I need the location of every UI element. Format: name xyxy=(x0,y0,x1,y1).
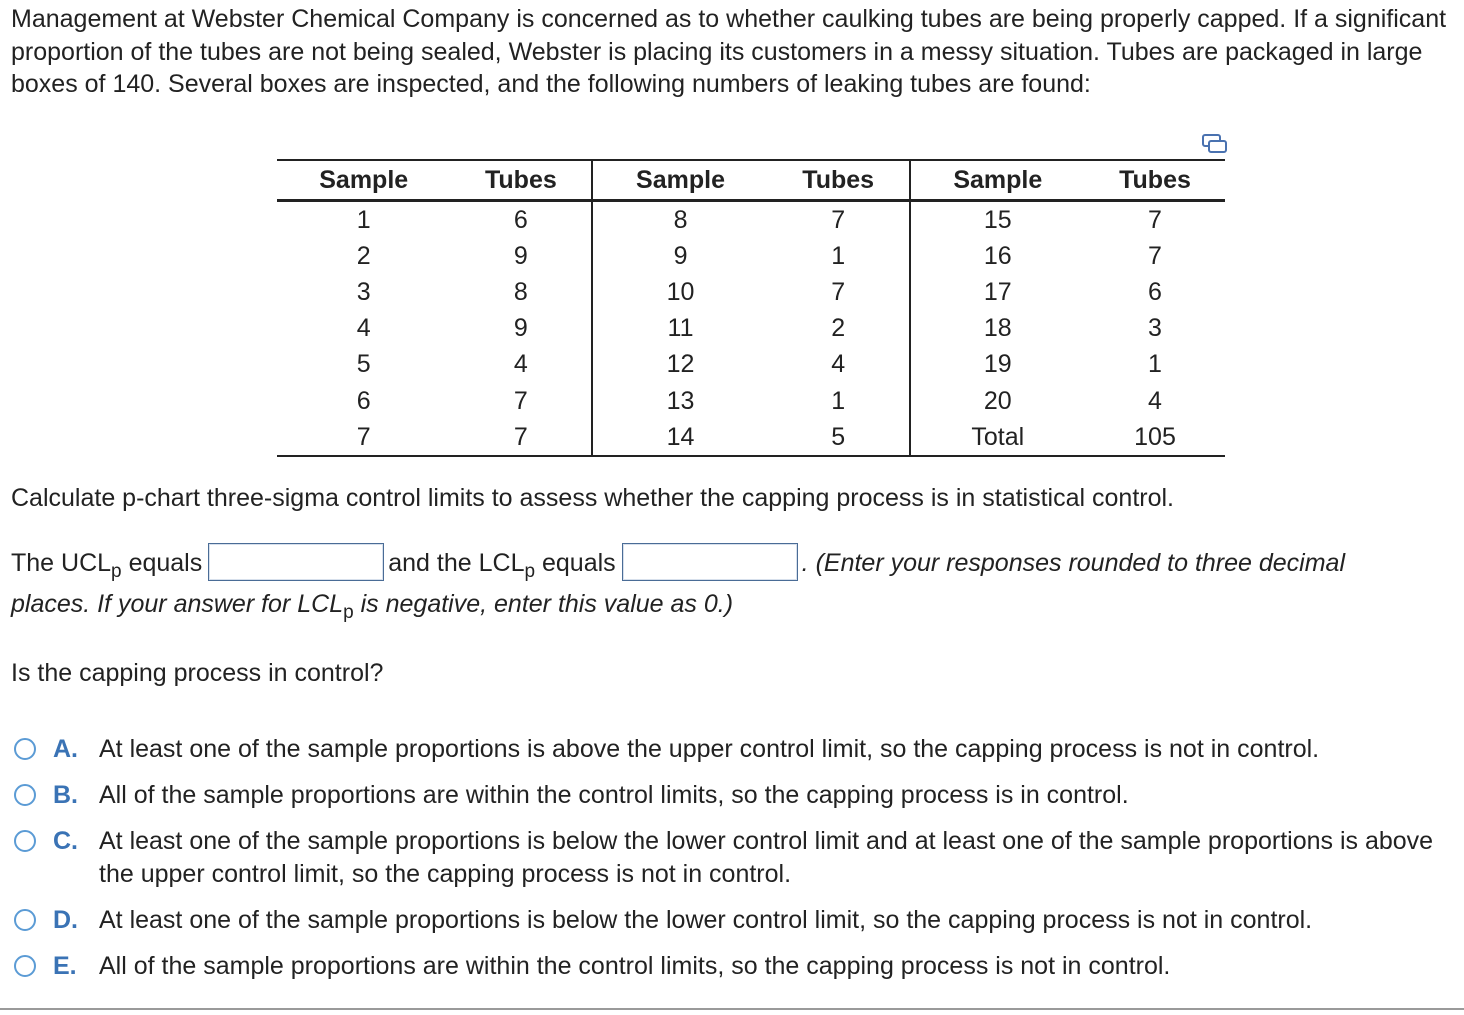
instruction-subscript: p xyxy=(343,602,354,623)
leaking-tubes-table xyxy=(277,159,1225,457)
ucl-label-equals: equals xyxy=(121,549,203,577)
radio-button[interactable] xyxy=(14,738,36,760)
table-cell: 105 xyxy=(1085,419,1225,456)
option-letter: E. xyxy=(53,952,77,980)
answer-options xyxy=(14,733,1444,996)
table-cell: 7 xyxy=(277,419,450,456)
column-header: Sample xyxy=(592,160,767,201)
radio-button[interactable] xyxy=(14,955,36,977)
option-text: All of the sample proportions are within the control limits, so the capping process is not in control. xyxy=(99,952,1171,980)
table-cell: 7 xyxy=(450,383,592,419)
column-header: Tubes xyxy=(768,160,910,201)
table-cell: 3 xyxy=(356,277,371,306)
table-cell: 4 xyxy=(768,347,910,383)
instruction-text-cont: places. If your answer for LCL xyxy=(11,590,344,618)
radio-button[interactable] xyxy=(14,909,36,931)
table-row xyxy=(277,419,1225,456)
table-cell: 2 xyxy=(768,311,910,347)
table-cell: 7 xyxy=(1148,241,1162,270)
table-cell: 5 xyxy=(356,350,371,379)
table-cell: 4 xyxy=(450,347,592,383)
table-cell: 20 xyxy=(983,386,1012,415)
table-cell: 7 xyxy=(768,201,910,239)
option-c[interactable] xyxy=(14,825,1444,891)
instruction-text-end: is negative, enter this value as 0.) xyxy=(353,590,734,618)
option-text: At least one of the sample proportions is below the lower control limit, so the capping process is not in control. xyxy=(99,906,1313,934)
table-cell: 2 xyxy=(356,241,371,270)
ucl-subscript: p xyxy=(111,561,122,582)
option-b[interactable] xyxy=(14,779,1444,812)
option-a[interactable] xyxy=(14,733,1444,766)
table-cell: 1 xyxy=(356,205,371,234)
table-row xyxy=(277,238,1225,274)
option-d[interactable] xyxy=(14,904,1444,937)
option-text: All of the sample proportions are within the control limits, so the capping process is in control. xyxy=(99,781,1129,809)
bottom-divider xyxy=(0,1008,1464,1010)
option-text: At least one of the sample proportions is below the lower control limit and at least one of the sample proportions is above the upper control limit, so the capping process is not in control. xyxy=(99,827,1434,888)
option-letter: C. xyxy=(53,827,78,855)
table-cell: 12 xyxy=(666,350,695,379)
table-cell: 13 xyxy=(666,386,695,415)
ucl-label: The UCL xyxy=(11,549,112,577)
table-row xyxy=(277,274,1225,310)
table-cell: Total xyxy=(910,419,1085,456)
radio-button[interactable] xyxy=(14,830,36,852)
table-row xyxy=(277,311,1225,347)
table-cell: 18 xyxy=(983,314,1012,343)
table-cell: 7 xyxy=(1148,205,1162,234)
lcl-label: and the LCL xyxy=(388,549,525,577)
copy-icon[interactable] xyxy=(1200,132,1228,156)
table-cell: 11 xyxy=(667,314,694,343)
table-cell: 8 xyxy=(450,274,592,310)
option-letter: B. xyxy=(53,781,78,809)
table-cell: 16 xyxy=(983,241,1012,270)
problem-intro: Management at Webster Chemical Company is concerned as to whether caulking tubes are being properly capped. If a significant proportion of the tubes are not being sealed, Webster is placing its customers in a messy situation. Tubes are packaged in large boxes of 140. Several boxes are inspected, and the following numbers of leaking tubes are found: xyxy=(11,5,1447,98)
lcl-label-equals: equals xyxy=(535,549,616,577)
table-row xyxy=(277,201,1225,239)
table-cell: 4 xyxy=(1148,386,1162,415)
table-cell: 1 xyxy=(1148,350,1162,379)
column-header: Tubes xyxy=(450,160,592,201)
lcl-input[interactable] xyxy=(622,543,798,581)
option-e[interactable] xyxy=(14,950,1444,983)
column-header: Sample xyxy=(910,160,1085,201)
table-cell: 19 xyxy=(983,350,1012,379)
instruction-text: . (Enter your responses rounded to three decimal xyxy=(801,549,1346,577)
table-header-row xyxy=(277,160,1225,201)
table-cell: 3 xyxy=(1148,314,1162,343)
table-cell: 6 xyxy=(356,386,371,415)
table-cell: 5 xyxy=(768,419,910,456)
table-cell: 9 xyxy=(673,241,688,270)
table-cell: 8 xyxy=(673,205,688,234)
table-cell: 14 xyxy=(592,419,767,456)
column-header: Sample xyxy=(277,160,450,201)
table-cell: 9 xyxy=(450,238,592,274)
table-row xyxy=(277,383,1225,419)
table-cell: 7 xyxy=(768,274,910,310)
table-row xyxy=(277,347,1225,383)
table-cell: 10 xyxy=(666,277,695,306)
table-cell: 9 xyxy=(450,311,592,347)
table-cell: 17 xyxy=(983,277,1012,306)
radio-button[interactable] xyxy=(14,784,36,806)
question-in-control: Is the capping process in control? xyxy=(11,659,384,687)
option-letter: A. xyxy=(53,735,78,763)
table-cell: 15 xyxy=(983,205,1012,234)
option-letter: D. xyxy=(53,906,78,934)
table-cell: 1 xyxy=(768,383,910,419)
response-area xyxy=(11,542,1451,628)
option-text: At least one of the sample proportions is above the upper control limit, so the capping process is not in control. xyxy=(99,735,1320,763)
question-control-limits: Calculate p-chart three-sigma control limits to assess whether the capping process is in statistical control. xyxy=(11,484,1175,512)
column-header: Tubes xyxy=(1085,160,1225,201)
table-cell: 1 xyxy=(768,238,910,274)
table-cell: 6 xyxy=(1148,277,1162,306)
lcl-subscript: p xyxy=(524,561,536,582)
ucl-input[interactable] xyxy=(208,543,384,581)
table-cell: 4 xyxy=(356,314,371,343)
table-cell: 7 xyxy=(450,419,592,456)
table-cell: 6 xyxy=(450,201,592,239)
